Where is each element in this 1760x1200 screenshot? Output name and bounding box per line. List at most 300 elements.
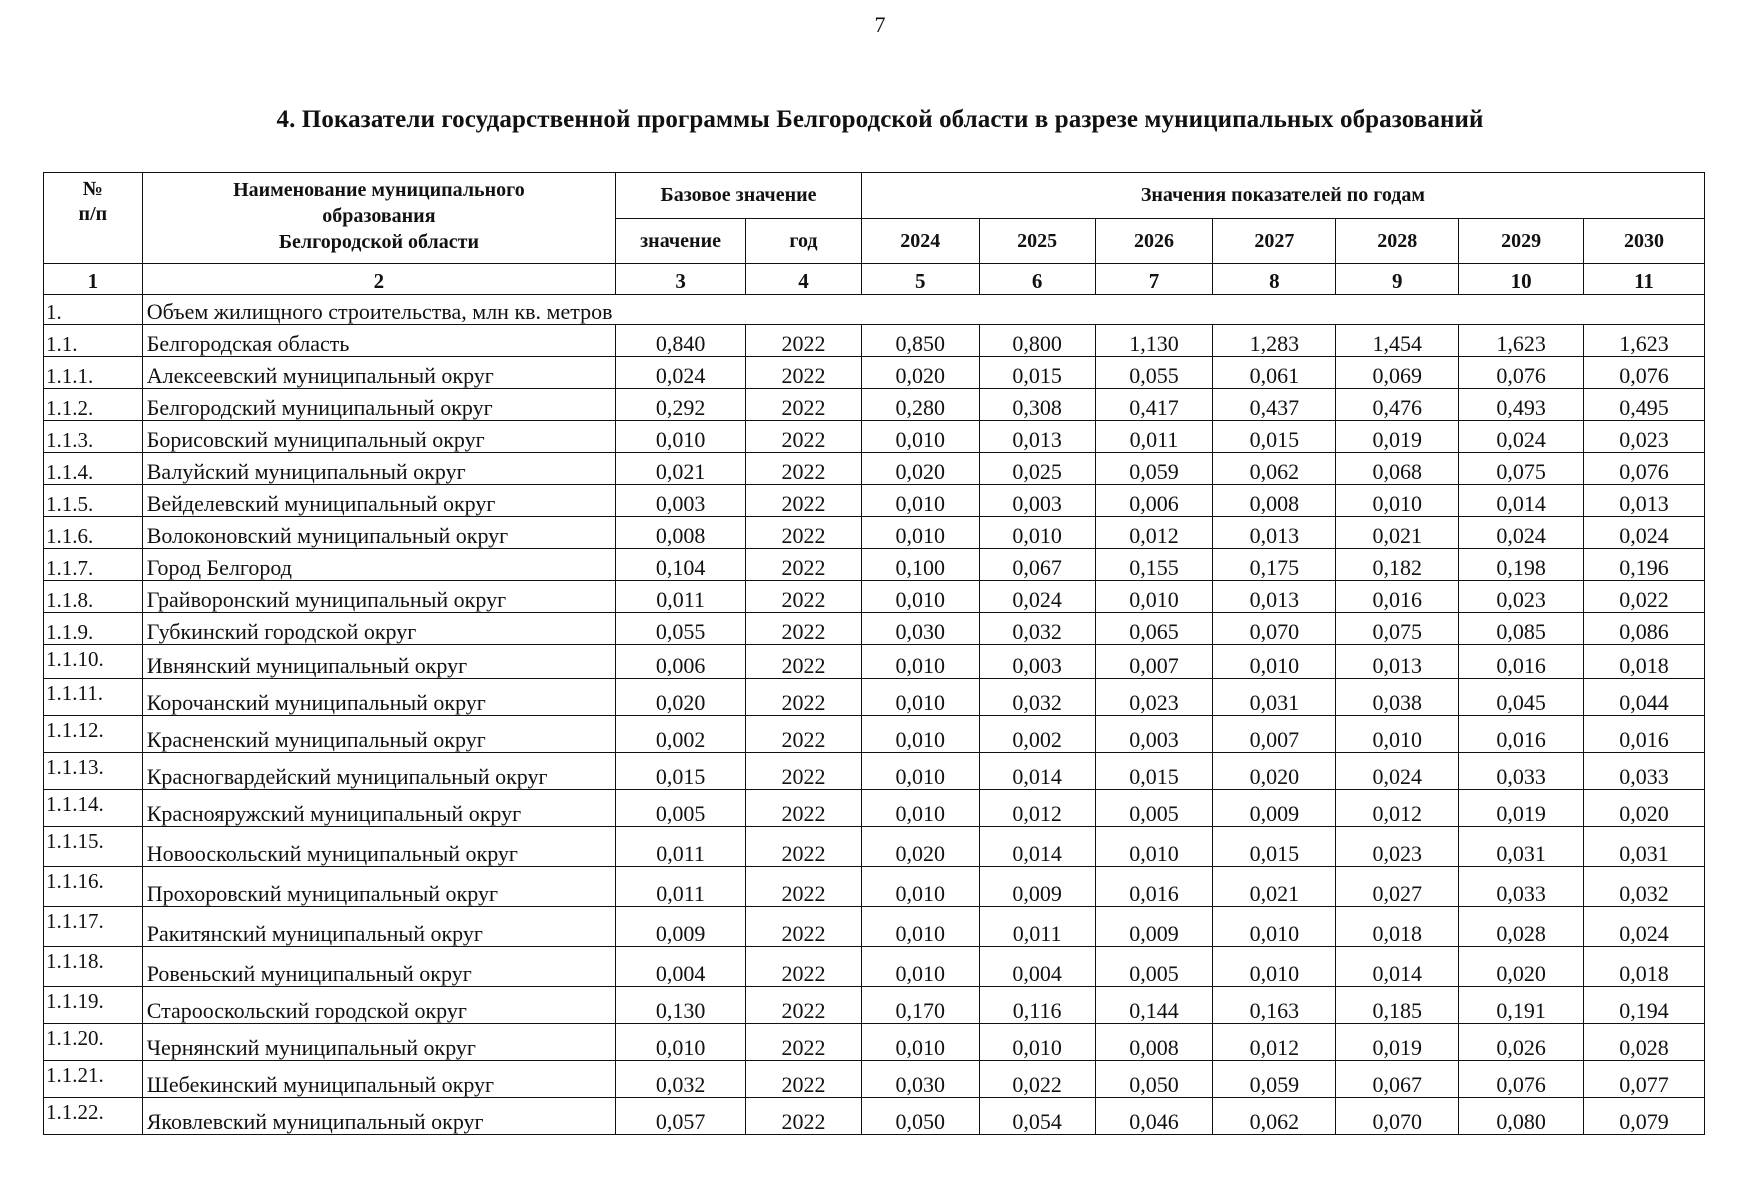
row-value-2025: 0,014	[979, 827, 1095, 867]
row-value-2028: 0,185	[1336, 987, 1459, 1024]
row-code: 1.1.19.	[44, 987, 143, 1024]
row-name: Яковлевский муниципальный округ	[142, 1098, 615, 1135]
table-row	[44, 987, 1705, 1024]
table-row	[44, 1098, 1705, 1135]
table-row	[44, 907, 1705, 947]
row-base-year: 2022	[746, 907, 862, 947]
row-value-2027: 0,020	[1213, 753, 1336, 790]
row-value-2026: 0,006	[1095, 485, 1213, 517]
row-name: Город Белгород	[142, 549, 615, 581]
header-base-year: год	[746, 219, 862, 264]
row-name: Шебекинский муниципальный округ	[142, 1061, 615, 1098]
row-code: 1.1.7.	[44, 549, 143, 581]
row-base-value: 0,024	[616, 357, 746, 389]
row-value-2027: 0,021	[1213, 867, 1336, 907]
row-code: 1.1.2.	[44, 389, 143, 421]
row-value-2025: 0,013	[979, 421, 1095, 453]
index-cell: 7	[1095, 264, 1213, 295]
row-value-2024: 0,010	[861, 421, 979, 453]
row-value-2025: 0,032	[979, 679, 1095, 716]
index-cell: 6	[979, 264, 1095, 295]
row-name: Белгородский муниципальный округ	[142, 389, 615, 421]
row-value-2025: 0,015	[979, 357, 1095, 389]
header-year-2028: 2028	[1336, 219, 1459, 264]
row-value-2026: 0,417	[1095, 389, 1213, 421]
row-value-2029: 0,024	[1459, 421, 1584, 453]
row-value-2029: 0,075	[1459, 453, 1584, 485]
table-row	[44, 827, 1705, 867]
row-value-2024: 0,010	[861, 753, 979, 790]
row-name: Старооскольский городской округ	[142, 987, 615, 1024]
row-value-2024: 0,850	[861, 325, 979, 357]
row-base-value: 0,004	[616, 947, 746, 987]
row-value-2029: 0,198	[1459, 549, 1584, 581]
row-value-2030: 0,022	[1584, 581, 1705, 613]
row-value-2025: 0,004	[979, 947, 1095, 987]
table-row	[44, 325, 1705, 357]
row-base-year: 2022	[746, 1024, 862, 1061]
row-name: Алексеевский муниципальный округ	[142, 357, 615, 389]
row-value-2027: 0,009	[1213, 790, 1336, 827]
section-row	[44, 295, 1705, 325]
header-base: Базовое значение	[616, 173, 862, 219]
row-value-2028: 0,476	[1336, 389, 1459, 421]
row-value-2030: 0,194	[1584, 987, 1705, 1024]
row-value-2028: 0,069	[1336, 357, 1459, 389]
header-years-group: Значения показателей по годам	[861, 173, 1704, 219]
row-value-2030: 0,044	[1584, 679, 1705, 716]
row-code: 1.1.20.	[44, 1024, 143, 1061]
header-year-2025: 2025	[979, 219, 1095, 264]
header-name	[142, 173, 615, 264]
row-value-2028: 0,013	[1336, 645, 1459, 679]
table-row	[44, 1024, 1705, 1061]
row-value-2025: 0,024	[979, 581, 1095, 613]
table-row	[44, 645, 1705, 679]
row-value-2025: 0,003	[979, 485, 1095, 517]
row-value-2024: 0,010	[861, 485, 979, 517]
index-cell: 2	[142, 264, 615, 295]
row-name: Корочанский муниципальный округ	[142, 679, 615, 716]
row-value-2025: 0,012	[979, 790, 1095, 827]
row-value-2030: 0,196	[1584, 549, 1705, 581]
row-value-2028: 0,019	[1336, 421, 1459, 453]
row-base-year: 2022	[746, 645, 862, 679]
row-code: 1.1.	[44, 325, 143, 357]
row-base-year: 2022	[746, 517, 862, 549]
row-value-2024: 0,010	[861, 716, 979, 753]
row-value-2026: 0,059	[1095, 453, 1213, 485]
table-row	[44, 947, 1705, 987]
row-base-year: 2022	[746, 421, 862, 453]
row-value-2027: 0,061	[1213, 357, 1336, 389]
row-value-2026: 0,005	[1095, 947, 1213, 987]
row-base-year: 2022	[746, 581, 862, 613]
row-name: Борисовский муниципальный округ	[142, 421, 615, 453]
row-value-2027: 0,031	[1213, 679, 1336, 716]
row-value-2027: 0,015	[1213, 421, 1336, 453]
row-base-value: 0,057	[616, 1098, 746, 1135]
row-code: 1.1.11.	[44, 679, 143, 716]
row-base-year: 2022	[746, 613, 862, 645]
row-value-2030: 0,079	[1584, 1098, 1705, 1135]
row-code: 1.1.4.	[44, 453, 143, 485]
header-year-2027: 2027	[1213, 219, 1336, 264]
row-value-2024: 0,010	[861, 790, 979, 827]
row-value-2025: 0,010	[979, 1024, 1095, 1061]
row-base-value: 0,011	[616, 581, 746, 613]
row-base-year: 2022	[746, 867, 862, 907]
row-name: Грайворонский муниципальный округ	[142, 581, 615, 613]
row-value-2026: 0,007	[1095, 645, 1213, 679]
table-row	[44, 549, 1705, 581]
row-name: Краснояружский муниципальный округ	[142, 790, 615, 827]
row-value-2024: 0,010	[861, 907, 979, 947]
row-code: 1.1.12.	[44, 716, 143, 753]
header-name-line2: образования	[322, 205, 436, 227]
row-value-2029: 0,019	[1459, 790, 1584, 827]
row-name: Волоконовский муниципальный округ	[142, 517, 615, 549]
header-year-2026: 2026	[1095, 219, 1213, 264]
row-value-2025: 0,116	[979, 987, 1095, 1024]
row-code: 1.1.8.	[44, 581, 143, 613]
row-value-2027: 0,062	[1213, 453, 1336, 485]
table-row	[44, 581, 1705, 613]
row-value-2024: 0,010	[861, 679, 979, 716]
row-value-2026: 1,130	[1095, 325, 1213, 357]
row-name: Новооскольский муниципальный округ	[142, 827, 615, 867]
row-value-2030: 0,024	[1584, 517, 1705, 549]
row-value-2030: 0,031	[1584, 827, 1705, 867]
row-value-2026: 0,011	[1095, 421, 1213, 453]
row-value-2024: 0,020	[861, 827, 979, 867]
row-base-value: 0,009	[616, 907, 746, 947]
row-value-2028: 0,019	[1336, 1024, 1459, 1061]
document-title: 4. Показатели государственной программы Белгородской области в разрезе муниципальных образований	[276, 106, 1484, 133]
table-row	[44, 1061, 1705, 1098]
row-value-2029: 0,045	[1459, 679, 1584, 716]
row-value-2027: 0,008	[1213, 485, 1336, 517]
row-base-year: 2022	[746, 753, 862, 790]
row-base-year: 2022	[746, 679, 862, 716]
row-value-2024: 0,030	[861, 1061, 979, 1098]
index-cell: 3	[616, 264, 746, 295]
table-row	[44, 517, 1705, 549]
row-value-2029: 0,016	[1459, 645, 1584, 679]
row-value-2024: 0,010	[861, 867, 979, 907]
row-value-2027: 0,437	[1213, 389, 1336, 421]
row-code: 1.1.18.	[44, 947, 143, 987]
row-value-2024: 0,010	[861, 947, 979, 987]
row-value-2030: 0,077	[1584, 1061, 1705, 1098]
row-base-year: 2022	[746, 987, 862, 1024]
row-value-2024: 0,010	[861, 645, 979, 679]
row-value-2030: 1,623	[1584, 325, 1705, 357]
row-value-2029: 0,024	[1459, 517, 1584, 549]
row-base-year: 2022	[746, 325, 862, 357]
row-name: Ровеньский муниципальный округ	[142, 947, 615, 987]
row-name: Ивнянский муниципальный округ	[142, 645, 615, 679]
row-name: Губкинский городской округ	[142, 613, 615, 645]
row-value-2026: 0,023	[1095, 679, 1213, 716]
row-value-2024: 0,100	[861, 549, 979, 581]
row-name: Белгородская область	[142, 325, 615, 357]
row-value-2026: 0,016	[1095, 867, 1213, 907]
row-value-2027: 0,059	[1213, 1061, 1336, 1098]
row-value-2029: 0,028	[1459, 907, 1584, 947]
row-value-2026: 0,046	[1095, 1098, 1213, 1135]
row-value-2024: 0,020	[861, 453, 979, 485]
row-code: 1.1.22.	[44, 1098, 143, 1135]
row-value-2026: 0,010	[1095, 827, 1213, 867]
table-row	[44, 613, 1705, 645]
row-value-2027: 0,013	[1213, 581, 1336, 613]
row-code: 1.1.1.	[44, 357, 143, 389]
row-value-2025: 0,003	[979, 645, 1095, 679]
row-value-2027: 1,283	[1213, 325, 1336, 357]
row-value-2024: 0,170	[861, 987, 979, 1024]
row-value-2028: 0,027	[1336, 867, 1459, 907]
row-name: Красногвардейский муниципальный округ	[142, 753, 615, 790]
row-value-2025: 0,009	[979, 867, 1095, 907]
row-base-year: 2022	[746, 389, 862, 421]
row-base-year: 2022	[746, 453, 862, 485]
row-value-2028: 0,182	[1336, 549, 1459, 581]
row-value-2027: 0,007	[1213, 716, 1336, 753]
row-value-2026: 0,012	[1095, 517, 1213, 549]
row-value-2027: 0,062	[1213, 1098, 1336, 1135]
row-value-2028: 0,018	[1336, 907, 1459, 947]
row-value-2028: 0,068	[1336, 453, 1459, 485]
header-name-line3: Белгородской области	[278, 231, 479, 253]
row-base-value: 0,003	[616, 485, 746, 517]
row-base-value: 0,006	[616, 645, 746, 679]
row-value-2028: 0,023	[1336, 827, 1459, 867]
index-cell: 1	[44, 264, 143, 295]
header-year-2030: 2030	[1584, 219, 1705, 264]
row-code: 1.1.13.	[44, 753, 143, 790]
index-cell: 5	[861, 264, 979, 295]
row-value-2029: 0,080	[1459, 1098, 1584, 1135]
row-code: 1.1.16.	[44, 867, 143, 907]
row-value-2025: 0,067	[979, 549, 1095, 581]
index-cell: 10	[1459, 264, 1584, 295]
row-value-2030: 0,076	[1584, 453, 1705, 485]
table-row	[44, 357, 1705, 389]
row-value-2027: 0,070	[1213, 613, 1336, 645]
row-base-value: 0,015	[616, 753, 746, 790]
row-value-2026: 0,050	[1095, 1061, 1213, 1098]
row-base-value: 0,008	[616, 517, 746, 549]
row-value-2030: 0,032	[1584, 867, 1705, 907]
row-base-value: 0,010	[616, 421, 746, 453]
row-value-2028: 0,038	[1336, 679, 1459, 716]
header-year-2029: 2029	[1459, 219, 1584, 264]
table-row	[44, 389, 1705, 421]
row-value-2025: 0,308	[979, 389, 1095, 421]
row-base-value: 0,292	[616, 389, 746, 421]
row-name: Чернянский муниципальный округ	[142, 1024, 615, 1061]
row-value-2029: 0,493	[1459, 389, 1584, 421]
row-value-2029: 0,016	[1459, 716, 1584, 753]
row-base-year: 2022	[746, 947, 862, 987]
row-base-value: 0,002	[616, 716, 746, 753]
row-value-2027: 0,015	[1213, 827, 1336, 867]
table-body	[44, 295, 1705, 1135]
row-value-2025: 0,054	[979, 1098, 1095, 1135]
section-code: 1.	[44, 295, 143, 325]
row-name: Прохоровский муниципальный округ	[142, 867, 615, 907]
row-value-2024: 0,030	[861, 613, 979, 645]
row-value-2030: 0,018	[1584, 947, 1705, 987]
row-value-2024: 0,010	[861, 1024, 979, 1061]
row-base-year: 2022	[746, 1061, 862, 1098]
row-value-2025: 0,025	[979, 453, 1095, 485]
table-row	[44, 753, 1705, 790]
row-base-value: 0,010	[616, 1024, 746, 1061]
row-value-2025: 0,014	[979, 753, 1095, 790]
row-code: 1.1.14.	[44, 790, 143, 827]
row-base-value: 0,840	[616, 325, 746, 357]
row-code: 1.1.21.	[44, 1061, 143, 1098]
row-value-2028: 0,012	[1336, 790, 1459, 827]
row-value-2026: 0,008	[1095, 1024, 1213, 1061]
table-row	[44, 453, 1705, 485]
row-base-value: 0,130	[616, 987, 746, 1024]
row-value-2030: 0,024	[1584, 907, 1705, 947]
table-row	[44, 867, 1705, 907]
table-row	[44, 485, 1705, 517]
row-value-2029: 0,031	[1459, 827, 1584, 867]
row-base-value: 0,011	[616, 867, 746, 907]
row-value-2030: 0,020	[1584, 790, 1705, 827]
section-label: Объем жилищного строительства, млн кв. метров	[142, 295, 1704, 325]
row-base-year: 2022	[746, 827, 862, 867]
header-name-line1: Наименование муниципального	[233, 179, 525, 201]
indicators-table	[43, 172, 1705, 1135]
row-value-2027: 0,163	[1213, 987, 1336, 1024]
row-value-2026: 0,015	[1095, 753, 1213, 790]
row-value-2029: 0,076	[1459, 1061, 1584, 1098]
row-value-2029: 0,191	[1459, 987, 1584, 1024]
row-value-2025: 0,002	[979, 716, 1095, 753]
row-value-2024: 0,020	[861, 357, 979, 389]
header-year-2024: 2024	[861, 219, 979, 264]
row-code: 1.1.9.	[44, 613, 143, 645]
row-value-2028: 1,454	[1336, 325, 1459, 357]
row-value-2026: 0,144	[1095, 987, 1213, 1024]
row-code: 1.1.15.	[44, 827, 143, 867]
row-value-2030: 0,028	[1584, 1024, 1705, 1061]
row-value-2026: 0,010	[1095, 581, 1213, 613]
row-base-value: 0,021	[616, 453, 746, 485]
row-value-2029: 1,623	[1459, 325, 1584, 357]
row-value-2028: 0,010	[1336, 485, 1459, 517]
index-cell: 8	[1213, 264, 1336, 295]
row-base-year: 2022	[746, 549, 862, 581]
table-row	[44, 716, 1705, 753]
row-value-2025: 0,022	[979, 1061, 1095, 1098]
row-value-2029: 0,026	[1459, 1024, 1584, 1061]
row-base-year: 2022	[746, 790, 862, 827]
row-value-2029: 0,076	[1459, 357, 1584, 389]
row-value-2030: 0,018	[1584, 645, 1705, 679]
row-value-2029: 0,023	[1459, 581, 1584, 613]
header-number-line1: №	[82, 178, 103, 200]
header-base-value: значение	[616, 219, 746, 264]
row-value-2028: 0,016	[1336, 581, 1459, 613]
row-value-2030: 0,086	[1584, 613, 1705, 645]
row-value-2027: 0,013	[1213, 517, 1336, 549]
row-value-2025: 0,800	[979, 325, 1095, 357]
header-number	[44, 173, 143, 264]
row-value-2029: 0,033	[1459, 753, 1584, 790]
row-value-2028: 0,075	[1336, 613, 1459, 645]
row-value-2030: 0,023	[1584, 421, 1705, 453]
row-value-2030: 0,076	[1584, 357, 1705, 389]
row-value-2030: 0,013	[1584, 485, 1705, 517]
row-value-2025: 0,010	[979, 517, 1095, 549]
row-value-2029: 0,085	[1459, 613, 1584, 645]
row-value-2030: 0,495	[1584, 389, 1705, 421]
row-value-2030: 0,033	[1584, 753, 1705, 790]
row-code: 1.1.3.	[44, 421, 143, 453]
row-base-value: 0,104	[616, 549, 746, 581]
row-value-2024: 0,010	[861, 517, 979, 549]
row-value-2026: 0,005	[1095, 790, 1213, 827]
row-value-2025: 0,011	[979, 907, 1095, 947]
row-value-2029: 0,033	[1459, 867, 1584, 907]
row-value-2029: 0,014	[1459, 485, 1584, 517]
row-value-2027: 0,010	[1213, 907, 1336, 947]
row-name: Вейделевский муниципальный округ	[142, 485, 615, 517]
index-cell: 9	[1336, 264, 1459, 295]
row-value-2024: 0,280	[861, 389, 979, 421]
row-base-year: 2022	[746, 716, 862, 753]
row-base-year: 2022	[746, 485, 862, 517]
row-base-value: 0,020	[616, 679, 746, 716]
header-number-line2: п/п	[78, 203, 108, 225]
row-value-2026: 0,003	[1095, 716, 1213, 753]
row-name: Валуйский муниципальный округ	[142, 453, 615, 485]
row-value-2028: 0,024	[1336, 753, 1459, 790]
row-value-2026: 0,055	[1095, 357, 1213, 389]
row-value-2030: 0,016	[1584, 716, 1705, 753]
row-value-2028: 0,070	[1336, 1098, 1459, 1135]
row-name: Ракитянский муниципальный округ	[142, 907, 615, 947]
row-value-2024: 0,050	[861, 1098, 979, 1135]
row-value-2026: 0,065	[1095, 613, 1213, 645]
row-value-2027: 0,175	[1213, 549, 1336, 581]
row-code: 1.1.5.	[44, 485, 143, 517]
row-value-2026: 0,009	[1095, 907, 1213, 947]
row-value-2028: 0,021	[1336, 517, 1459, 549]
row-name: Красненский муниципальный округ	[142, 716, 615, 753]
index-cell: 11	[1584, 264, 1705, 295]
row-code: 1.1.10.	[44, 645, 143, 679]
row-value-2027: 0,012	[1213, 1024, 1336, 1061]
row-base-value: 0,055	[616, 613, 746, 645]
row-value-2028: 0,067	[1336, 1061, 1459, 1098]
row-base-value: 0,005	[616, 790, 746, 827]
index-cell: 4	[746, 264, 862, 295]
table-row	[44, 679, 1705, 716]
row-value-2025: 0,032	[979, 613, 1095, 645]
row-value-2024: 0,010	[861, 581, 979, 613]
row-base-value: 0,011	[616, 827, 746, 867]
table-row	[44, 790, 1705, 827]
row-value-2026: 0,155	[1095, 549, 1213, 581]
